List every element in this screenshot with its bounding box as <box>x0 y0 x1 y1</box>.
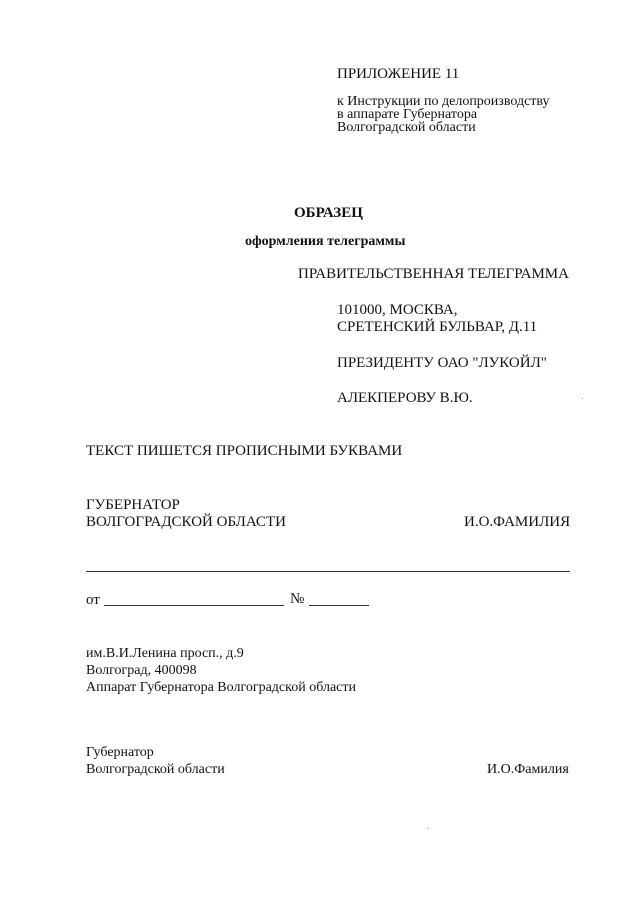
appendix-ref-line-3: Волгоградской области <box>337 120 476 135</box>
sender-address-line-2: Волгоград, 400098 <box>86 663 197 678</box>
scan-speck <box>582 398 583 399</box>
appendix-ref-line-1: к Инструкции по делопроизводству <box>337 94 550 109</box>
number-label: № <box>290 591 305 607</box>
footer-signer-name: И.О.Фамилия <box>487 762 569 777</box>
appendix-ref-line-2: в аппарате Губернатора <box>337 107 478 122</box>
recipient-address-line-2: СРЕТЕНСКИЙ БУЛЬВАР, Д.11 <box>337 319 538 335</box>
footer-signer-title-line-2: Волгоградской области <box>86 762 225 777</box>
sender-organization: Аппарат Губернатора Волгоградской области <box>86 680 357 695</box>
footer-signer-title-line-1: Губернатор <box>86 745 154 760</box>
signer-title-line-2: ВОЛГОГРАДСКОЙ ОБЛАСТИ <box>86 514 286 530</box>
telegram-body-text: ТЕКСТ ПИШЕТСЯ ПРОПИСНЫМИ БУКВАМИ <box>86 443 403 459</box>
recipient-position: ПРЕЗИДЕНТУ ОАО "ЛУКОЙЛ" <box>337 355 547 371</box>
date-label: от <box>86 592 100 608</box>
sender-address-line-1: им.В.И.Ленина просп., д.9 <box>86 646 244 661</box>
document-title: ОБРАЗЕЦ <box>294 205 363 221</box>
telegram-type: ПРАВИТЕЛЬСТВЕННАЯ ТЕЛЕГРАММА <box>298 266 569 282</box>
date-field-line[interactable] <box>104 605 284 606</box>
document-subtitle: оформления телеграммы <box>245 234 406 249</box>
signer-title-line-1: ГУБЕРНАТОР <box>86 497 180 513</box>
signer-name: И.О.ФАМИЛИЯ <box>464 514 571 530</box>
recipient-address-line-1: 101000, МОСКВА, <box>337 302 458 318</box>
appendix-number: ПРИЛОЖЕНИЕ 11 <box>337 66 460 82</box>
recipient-name: АЛЕКПЕРОВУ В.Ю. <box>337 390 473 406</box>
scan-speck <box>428 828 429 829</box>
number-field-line[interactable] <box>309 605 369 606</box>
separator-line <box>86 571 570 572</box>
